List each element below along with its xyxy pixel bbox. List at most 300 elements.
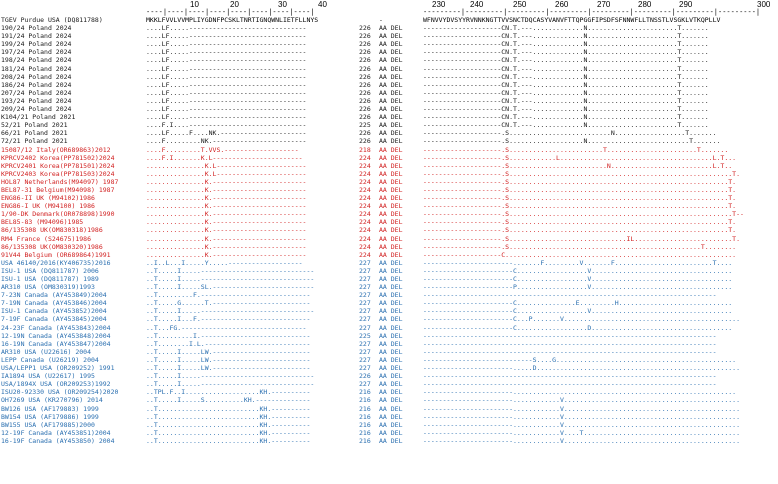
sequence-segment-right: --------------------.S........................T.......................T....... <box>423 145 729 154</box>
sequence-segment-left: ....LF.....------------------------------ <box>146 113 307 122</box>
sequence-segment-right: --------------------CN.T.---.............N.......................T....... <box>423 121 709 130</box>
deletion-label: AA DEL <box>379 32 403 41</box>
deletion-length: 218 <box>359 145 371 154</box>
sequence-segment-right: --------------------.S........................................................T. <box>423 202 737 211</box>
sequence-segment-left: ....LF.....------------------------------ <box>146 88 307 97</box>
deletion-label: AA DEL <box>379 347 403 356</box>
sequence-row <box>0 170 778 178</box>
sequence-name: 7-19F Canada (AY453845)2004 <box>1 315 107 324</box>
sequence-segment-right: -----------------------.......F.........V.......F.........................T.... <box>423 258 733 267</box>
sequence-row <box>0 396 778 404</box>
sequence-name: 197/24 Poland 2024 <box>1 48 72 57</box>
sequence-row <box>0 267 778 275</box>
deletion-length: 227 <box>359 291 371 300</box>
sequence-name: BEL85-83 (M94096)1985 <box>1 218 84 227</box>
sequence-segment-right: ----------------------------S....G.............................................. <box>423 355 737 364</box>
deletion-label: AA DEL <box>379 283 403 292</box>
deletion-length: 226 <box>359 24 371 33</box>
deletion-length: 225 <box>359 331 371 340</box>
sequence-segment-right: --------------------.S........................................................T. <box>423 185 737 194</box>
sequence-segment-left: ...............K.------------------------ <box>146 202 307 211</box>
sequence-segment-left: ....F.........NK.------------------------ <box>146 137 307 146</box>
sequence-row <box>0 421 778 429</box>
tick-300: 300 <box>757 0 771 9</box>
deletion-length: 226 <box>359 137 371 146</box>
sequence-segment-left: ..I..L...I.....Y.....------------------- <box>146 258 303 267</box>
sequence-segment-right: --------------------.S........................................................T. <box>423 194 737 203</box>
sequence-name: 12-19F Canada (AY453851)2004 <box>1 428 111 437</box>
deletion-label: AA DEL <box>379 105 403 114</box>
deletion-label: AA DEL <box>379 420 403 429</box>
sequence-row <box>0 81 778 89</box>
sequence-row <box>0 154 778 162</box>
sequence-segment-right: -----------------------C...P.......V............................................. <box>423 315 740 324</box>
sequence-row <box>0 226 778 234</box>
sequence-name: ISU-1 USA (DQ811787) 2006 <box>1 266 99 275</box>
sequence-segment-left: ..T.....I.....SL.-------------------------- <box>146 283 315 292</box>
sequence-segment-left: ....LF.....------------------------------ <box>146 80 307 89</box>
sequence-name: ISU-1 Canada (AY453852)2004 <box>1 307 107 316</box>
sequence-name: 24-23F Canada (AY453843)2004 <box>1 323 111 332</box>
sequence-name: 190/24 Poland 2024 <box>1 24 72 33</box>
sequence-segment-left: ..T..........................KH.---------- <box>146 412 311 421</box>
sequence-name: 16-19N Canada (AY453847)2004 <box>1 339 111 348</box>
sequence-segment-right: -----------------------............V............................................. <box>423 436 740 445</box>
deletion-label: AA DEL <box>379 113 403 122</box>
sequence-segment-right: -----------------------C...............E.........H............................. <box>423 299 733 308</box>
tick-30: 30 <box>278 0 287 9</box>
sequence-segment-right: --------------------------------------------------------------------------- <box>423 380 717 389</box>
sequence-row <box>0 186 778 194</box>
deletion-length: 216 <box>359 412 371 421</box>
sequence-name: BW154 USA (AF179886) 1999 <box>1 412 99 421</box>
deletion-label: AA DEL <box>379 202 403 211</box>
sequence-segment-left: ....LF.....------------------------------ <box>146 96 307 105</box>
sequence-segment-left: ..T.....I.....----------------------------- <box>146 307 315 316</box>
deletion-length: 227 <box>359 275 371 283</box>
sequence-name: BW126 USA (AF179883) 1999 <box>1 404 99 413</box>
sequence-name: 91V44 Belgium (OR689864)1991 <box>1 250 111 259</box>
sequence-segment-left: ..T.....I...F.---------------------------- <box>146 315 311 324</box>
sequence-row <box>0 24 778 32</box>
deletion-label: AA DEL <box>379 210 403 219</box>
sequence-name: 86/135308 UK(OM830320)1986 <box>1 242 103 251</box>
sequence-segment-left: ..T..........................KH.---------- <box>146 404 311 413</box>
deletion-label: AA DEL <box>379 266 403 275</box>
sequence-row <box>0 437 778 445</box>
sequence-segment-right: -----------------------C..................D.................................... <box>423 323 733 332</box>
sequence-row <box>0 356 778 364</box>
sequence-row <box>0 73 778 81</box>
sequence-row <box>0 307 778 315</box>
sequence-row <box>0 324 778 332</box>
deletion-label: AA DEL <box>379 315 403 324</box>
deletion-length: 216 <box>359 388 371 397</box>
sequence-row <box>0 194 778 202</box>
deletion-length: 224 <box>359 210 371 219</box>
sequence-segment-right: --------------------.S...................N..........................T....... <box>423 137 721 146</box>
sequence-row <box>0 259 778 267</box>
sequence-row <box>0 235 778 243</box>
sequence-segment-right: --------------------CN.T.---.............N.......................T....... <box>423 48 709 57</box>
deletion-length: 224 <box>359 226 371 235</box>
deletion-label: AA DEL <box>379 218 403 227</box>
sequence-segment-left: ...............K.------------------------ <box>146 250 307 259</box>
sequence-segment-right: --------------------C........................................................... <box>423 250 737 259</box>
deletion-length: 216 <box>359 396 371 405</box>
sequence-row <box>0 40 778 48</box>
tick-230: 230 <box>432 0 446 9</box>
deletion-label: AA DEL <box>379 388 403 397</box>
sequence-segment-right: -----------------------C..................V.................................... <box>423 307 733 316</box>
sequence-name: 15087/12 Italy(OR689863)2012 <box>1 145 111 154</box>
sequence-segment-right: --------------------.S..........................N..................T....... <box>423 129 717 138</box>
sequence-segment-left: ...............K.------------------------ <box>146 177 307 186</box>
sequence-name: 7-23N Canada (AY453849)2004 <box>1 291 107 300</box>
sequence-segment-left: ..T..........................KH.---------- <box>146 428 311 437</box>
sequence-row <box>0 299 778 307</box>
left-tick-marks: ----|----|----|----|----|----|----|----| <box>146 8 315 16</box>
deletion-length: 224 <box>359 153 371 162</box>
sequence-segment-right: --------------------.S.........................................................T. <box>423 169 740 178</box>
deletion-label: AA DEL <box>379 121 403 130</box>
sequence-name: 181/24 Poland 2024 <box>1 64 72 73</box>
sequence-segment-left: ...............K.L----------------------- <box>146 169 307 178</box>
deletion-label: AA DEL <box>379 80 403 89</box>
sequence-segment-right: --------------------CN.T.---.............N.......................T....... <box>423 40 709 49</box>
deletion-length: 227 <box>359 364 371 373</box>
tick-290: 290 <box>679 0 693 9</box>
deletion-label: AA DEL <box>379 48 403 57</box>
sequence-segment-right: -----------------------C..................V.................................... <box>423 275 733 283</box>
sequence-segment-right: -----------------------............V............................................. <box>423 404 740 413</box>
sequence-segment-left: ..T...FG.-------------------------------- <box>146 323 307 332</box>
sequence-name: TGEV Purdue USA (DQ811788) <box>1 16 103 24</box>
sequence-segment-left: ..T.....I.....LW.------------------------- <box>146 364 311 373</box>
sequence-segment-right: --------------------------------------------------------------------------- <box>423 291 717 300</box>
sequence-segment-left: ..T.....I.....S..........KH.-------------- <box>146 396 311 405</box>
sequence-segment-right: --------------------------------------------------------------------------- <box>423 347 717 356</box>
sequence-row <box>0 332 778 340</box>
deletion-label: AA DEL <box>379 242 403 251</box>
deletion-length: 227 <box>359 380 371 389</box>
sequence-segment-right: --------------------CN.T.---.............N.......................T....... <box>423 105 709 114</box>
sequence-row <box>0 56 778 64</box>
sequence-segment-left: MKKLFVVLVVMPLIYGDNFPCSKLTNRTIGNQWNLIETFLLNYS <box>146 16 319 24</box>
sequence-segment-right: -----------------------......................................................... <box>423 388 737 397</box>
sequence-segment-left: ..TPL.F..I...................KH.---------- <box>146 388 311 397</box>
sequence-row <box>0 65 778 73</box>
sequence-segment-left: ..T.....I.....LW.------------------------- <box>146 355 311 364</box>
sequence-row <box>0 129 778 137</box>
sequence-name: 86/135308 UK(OM830318)1986 <box>1 226 103 235</box>
sequence-segment-left: ...............K.------------------------ <box>146 242 307 251</box>
sequence-row <box>0 89 778 97</box>
deletion-length: 224 <box>359 242 371 251</box>
right-tick-marks: ---------|---------|---------|---------|---------|---------|---------|---------| <box>423 8 761 16</box>
deletion-label: AA DEL <box>379 177 403 186</box>
sequence-row <box>0 380 778 388</box>
sequence-name: LEPP Canada (U26219) 2004 <box>1 355 99 364</box>
sequence-row <box>0 405 778 413</box>
deletion-label: AA DEL <box>379 185 403 194</box>
sequence-segment-left: ..T.........F.---------------------------- <box>146 291 311 300</box>
sequence-name: 207/24 Poland 2024 <box>1 88 72 97</box>
deletion-length: 226 <box>359 48 371 57</box>
sequence-segment-right: --------------------------------------------------------------------------- <box>423 331 717 340</box>
deletion-length: 226 <box>359 105 371 114</box>
sequence-name: 209/24 Poland 2024 <box>1 105 72 114</box>
tick-250: 250 <box>513 0 527 9</box>
deletion-label: AA DEL <box>379 169 403 178</box>
deletion-length: 224 <box>359 194 371 203</box>
sequence-segment-left: ....LF.....------------------------------ <box>146 72 307 81</box>
tick-20: 20 <box>230 0 239 9</box>
sequence-row <box>0 275 778 283</box>
sequence-segment-left: ....F.........T.VVS.------------------- <box>146 145 299 154</box>
deletion-label: AA DEL <box>379 88 403 97</box>
deletion-length: 224 <box>359 218 371 227</box>
deletion-label: AA DEL <box>379 299 403 308</box>
deletion-label: AA DEL <box>379 40 403 49</box>
sequence-name: KPRCV2402 Korea(PP781502)2024 <box>1 153 115 162</box>
sequence-segment-left: ...............K.------------------------ <box>146 226 307 235</box>
sequence-row <box>0 413 778 421</box>
tick-280: 280 <box>638 0 652 9</box>
sequence-segment-left: ....LF.....------------------------------ <box>146 64 307 73</box>
sequence-row <box>0 162 778 170</box>
deletion-length: 226 <box>359 96 371 105</box>
sequence-name: KPRCV2403 Korea(PP781503)2024 <box>1 169 115 178</box>
sequence-row <box>0 388 778 396</box>
sequence-segment-left: ....F.I.......K.L----------------------- <box>146 153 303 162</box>
sequence-name: 191/24 Poland 2024 <box>1 32 72 41</box>
deletion-length: 226 <box>359 88 371 97</box>
deletion-length: 224 <box>359 169 371 178</box>
sequence-segment-right: --------------------CN.T.---.............N.......................T....... <box>423 56 709 65</box>
sequence-name: 208/24 Poland 2024 <box>1 72 72 81</box>
deletion-length: 224 <box>359 161 371 170</box>
sequence-name: IA1894 USA (U22617) 1995 <box>1 372 95 381</box>
sequence-segment-right: -----------------------C..................V.................................... <box>423 266 733 275</box>
sequence-segment-right: -----------------------............V............................................. <box>423 412 740 421</box>
sequence-segment-right: --------------------CN.T.---.............N.......................T....... <box>423 80 709 89</box>
deletion-length: 226 <box>359 72 371 81</box>
deletion-label: AA DEL <box>379 396 403 405</box>
sequence-segment-right: --------------------.S.........................N..........................L.T.. <box>423 161 733 170</box>
deletion-label: AA DEL <box>379 129 403 138</box>
deletion-label: AA DEL <box>379 404 403 413</box>
deletion-length: 226 <box>359 372 371 381</box>
deletion-length: 227 <box>359 299 371 308</box>
sequence-name: ISU20-92330 USA (OR209254)2020 <box>1 388 119 397</box>
sequence-name: AR310 USA (OM830319)1993 <box>1 283 95 292</box>
deletion-length: 227 <box>359 258 371 267</box>
sequence-name: 52/21 Poland 2021 <box>1 121 68 130</box>
sequence-row <box>0 178 778 186</box>
sequence-segment-right: -----------------------............V....T........................................ <box>423 428 740 437</box>
sequence-segment-right: --------------------CN.T.---.............N.......................T....... <box>423 113 709 122</box>
sequence-row <box>0 97 778 105</box>
sequence-name: USA/1894X USA (OR209253)1992 <box>1 380 111 389</box>
sequence-segment-left: ..T.....G......T.------------------------- <box>146 299 311 308</box>
deletion-length: 227 <box>359 339 371 348</box>
sequence-segment-right: --------------------.S............L.......................................L.T... <box>423 153 737 162</box>
sequence-name: HOL87 Netherlands(M94097) 1987 <box>1 177 119 186</box>
deletion-label: AA DEL <box>379 307 403 316</box>
sequence-row <box>0 372 778 380</box>
sequence-segment-right: --------------------------------------------------------------------------- <box>423 339 717 348</box>
sequence-name: ENG86-I UK (M94100) 1986 <box>1 202 95 211</box>
alignment-rows <box>0 16 778 445</box>
sequence-segment-left: ..T..........................KH.---------- <box>146 420 311 429</box>
sequence-name: BEL87-31 Belgium(M94098) 1987 <box>1 185 115 194</box>
sequence-segment-left: ..T.....I.....----------------------------- <box>146 372 315 381</box>
sequence-segment-right: --------------------CN.T.---.............N.......................T....... <box>423 96 709 105</box>
sequence-name: 193/24 Poland 2024 <box>1 96 72 105</box>
deletion-length: 226 <box>359 64 371 73</box>
sequence-name: 12-19N Canada (AY453848)2004 <box>1 331 111 340</box>
sequence-segment-left: ..T........I.L.--------------------------- <box>146 339 311 348</box>
sequence-segment-left: ....LF.....------------------------------ <box>146 40 307 49</box>
sequence-name: BW155 USA (AF179885)2000 <box>1 420 95 429</box>
sequence-name: 7-19N Canada (AY453846)2004 <box>1 299 107 308</box>
deletion-label: AA DEL <box>379 258 403 267</box>
sequence-segment-left: ..T.....I.....----------------------------- <box>146 266 315 275</box>
deletion-label: AA DEL <box>379 161 403 170</box>
deletion-length: 227 <box>359 355 371 364</box>
sequence-segment-right: --------------------CN.T.---.............N.......................T....... <box>423 88 709 97</box>
sequence-segment-left: ....LF.....------------------------------ <box>146 105 307 114</box>
sequence-name: 1/90-DK Denmark(OR078898)1990 <box>1 210 115 219</box>
deletion-length: 227 <box>359 347 371 356</box>
sequence-segment-left: ...............K.------------------------ <box>146 234 307 243</box>
sequence-name: ISU-1 USA (DQ811787) 1989 <box>1 275 99 283</box>
deletion-length: 226 <box>359 40 371 49</box>
deletion-length: 224 <box>359 202 371 211</box>
sequence-row <box>0 251 778 259</box>
sequence-segment-right: --------------------.S........................................................T. <box>423 177 737 186</box>
tick-270: 270 <box>597 0 611 9</box>
deletion-length: 227 <box>359 283 371 292</box>
deletion-label: AA DEL <box>379 226 403 235</box>
sequence-name: 186/24 Poland 2024 <box>1 80 72 89</box>
sequence-segment-left: ...............K.------------------------ <box>146 210 307 219</box>
sequence-segment-left: ...............K.------------------------ <box>146 185 307 194</box>
sequence-segment-right: WFNVVYDVSYYRVNNKNGTTVVSNCTDQCASYVANVFTTQPGGFIPSDFSFNNWFLLTNSSTLVSGKLVTKQPLLV <box>423 16 721 24</box>
sequence-row <box>0 315 778 323</box>
sequence-row <box>0 283 778 291</box>
sequence-segment-right: -----------------------P..................V.................................... <box>423 283 733 292</box>
sequence-name: K104/21 Poland 2021 <box>1 113 76 122</box>
deletion-label: AA DEL <box>379 137 403 146</box>
deletion-label: AA DEL <box>379 331 403 340</box>
sequence-name: KPRCV2401 Korea(PP781501)2024 <box>1 161 115 170</box>
sequence-segment-left: ..T.........I.---------------------------- <box>146 331 311 340</box>
tick-260: 260 <box>555 0 569 9</box>
deletion-label: AA DEL <box>379 24 403 33</box>
sequence-name: RM4 France (S24675)1986 <box>1 234 92 243</box>
deletion-label: AA DEL <box>379 339 403 348</box>
sequence-row <box>0 210 778 218</box>
deletion-label: AA DEL <box>379 412 403 421</box>
deletion-length: 226 <box>359 80 371 89</box>
deletion-label: AA DEL <box>379 153 403 162</box>
sequence-segment-right: --------------------------------------------------------------------------- <box>423 372 717 381</box>
deletion-length: 216 <box>359 428 371 437</box>
deletion-label: - <box>379 16 383 24</box>
deletion-label: AA DEL <box>379 323 403 332</box>
deletion-label: AA DEL <box>379 64 403 73</box>
deletion-length: 216 <box>359 436 371 445</box>
deletion-label: AA DEL <box>379 436 403 445</box>
sequence-segment-right: --------------------.S.................................................T........ <box>423 242 737 251</box>
sequence-row <box>0 364 778 372</box>
sequence-segment-right: -----------------------............V............................................. <box>423 396 740 405</box>
sequence-segment-left: ....LF.....------------------------------ <box>146 48 307 57</box>
deletion-label: AA DEL <box>379 145 403 154</box>
sequence-segment-right: --------------------.S........................................................T. <box>423 226 737 235</box>
sequence-name: OH7269 USA (KR270796) 2014 <box>1 396 103 405</box>
sequence-segment-right: -----------------------............V............................................. <box>423 420 740 429</box>
deletion-length: 227 <box>359 307 371 316</box>
deletion-length: 227 <box>359 323 371 332</box>
deletion-length: 226 <box>359 56 371 65</box>
deletion-label: AA DEL <box>379 355 403 364</box>
sequence-row <box>0 137 778 145</box>
sequence-name: 66/21 Poland 2021 <box>1 129 68 138</box>
sequence-segment-right: --------------------.S.........................................................T-- <box>423 210 744 219</box>
sequence-segment-left: ..T.....I.....----------------------------- <box>146 275 315 283</box>
sequence-row <box>0 32 778 40</box>
deletion-label: AA DEL <box>379 96 403 105</box>
reference-row <box>0 16 778 24</box>
sequence-name: 198/24 Poland 2024 <box>1 56 72 65</box>
sequence-row <box>0 113 778 121</box>
sequence-row <box>0 218 778 226</box>
sequence-segment-right: --------------------.S..............................IL.........................T. <box>423 234 740 243</box>
sequence-segment-left: ..T.....I.....LW.------------------------- <box>146 347 311 356</box>
sequence-row <box>0 202 778 210</box>
deletion-length: 224 <box>359 177 371 186</box>
sequence-name: USA 46140/2016(KY406735)2016 <box>1 258 111 267</box>
sequence-name: 16-19F Canada (AY453850) 2004 <box>1 436 115 445</box>
tick-240: 240 <box>470 0 484 9</box>
sequence-segment-left: ...............K.------------------------ <box>146 218 307 227</box>
deletion-length: 216 <box>359 404 371 413</box>
sequence-segment-right: --------------------CN.T.---.............N.......................T....... <box>423 64 709 73</box>
sequence-segment-left: ...............K.L----------------------- <box>146 161 307 170</box>
deletion-length: 224 <box>359 234 371 243</box>
sequence-segment-left: ....LF.....------------------------------ <box>146 56 307 65</box>
deletion-label: AA DEL <box>379 364 403 373</box>
deletion-length: 224 <box>359 185 371 194</box>
deletion-label: AA DEL <box>379 380 403 389</box>
sequence-segment-right: --------------------.S........................................................T. <box>423 218 737 227</box>
sequence-segment-right: --------------------CN.T.---.............N.......................T....... <box>423 72 709 81</box>
sequence-name: 72/21 Poland 2021 <box>1 137 68 146</box>
deletion-label: AA DEL <box>379 56 403 65</box>
sequence-segment-left: ..T.....I.....----------------------------- <box>146 380 315 389</box>
sequence-name: AR310 USA (U22616) 2004 <box>1 347 92 356</box>
sequence-row <box>0 340 778 348</box>
tick-40: 40 <box>318 0 327 9</box>
position-ruler <box>0 0 778 16</box>
sequence-segment-left: ....LF.....F....NK.---------------------- <box>146 129 307 138</box>
sequence-segment-right: --------------------CN.T.---.............N.......................T....... <box>423 32 709 41</box>
deletion-length: 227 <box>359 266 371 275</box>
sequence-row <box>0 348 778 356</box>
